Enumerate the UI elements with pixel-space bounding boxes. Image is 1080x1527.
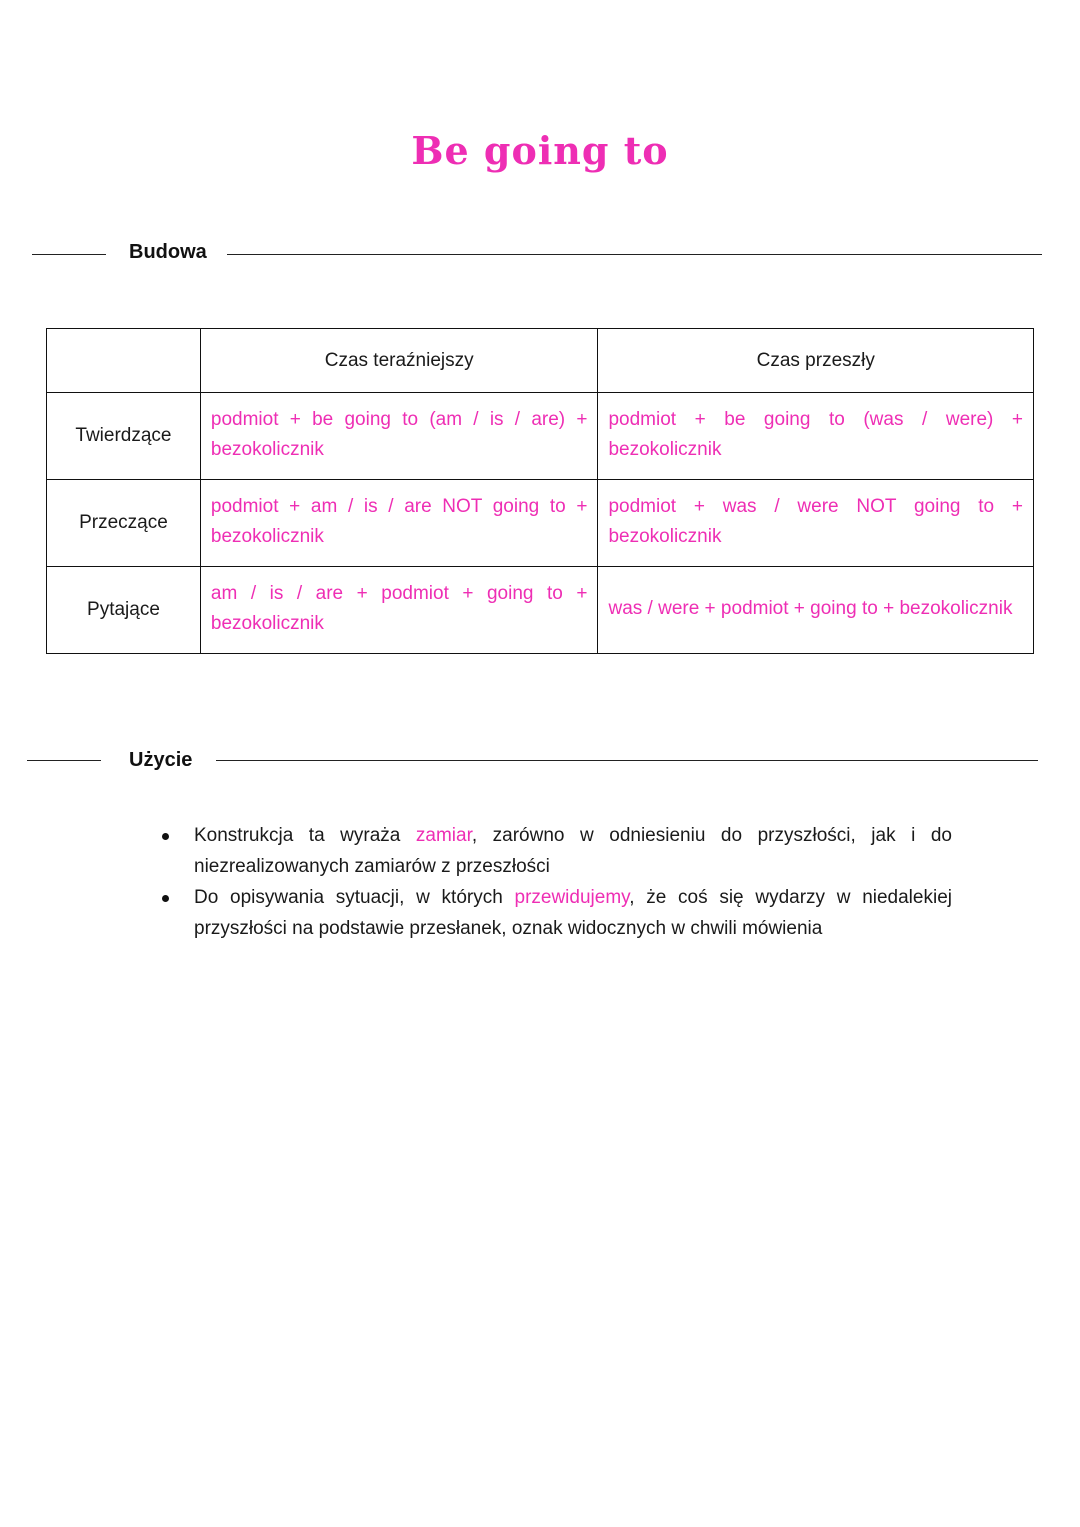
table-header-cell: Czas przeszły bbox=[598, 329, 1034, 393]
table-row bbox=[47, 393, 1034, 480]
table-cell-present: am / is / are + podmiot + going to + bezokolicznik bbox=[200, 567, 598, 654]
table-cell-present: podmiot + be going to (am / is / are) + bezokolicznik bbox=[200, 393, 598, 480]
usage-text: Konstrukcja ta wyraża bbox=[194, 825, 416, 846]
list-item bbox=[160, 882, 952, 944]
table-header-cell: Czas teraźniejszy bbox=[200, 329, 598, 393]
highlight-term: zamiar bbox=[415, 825, 472, 846]
section-title-usage: Użycie bbox=[129, 749, 193, 771]
usage-text: , zarówno w odniesieniu do przyszłości, jak i do niezrealizowanych zamiarów z przeszłości bbox=[194, 825, 952, 877]
table-row bbox=[47, 480, 1034, 567]
divider bbox=[32, 254, 106, 255]
list-item bbox=[160, 820, 952, 882]
usage-text: Do opisywania sytuacji, w których bbox=[194, 887, 515, 908]
section-header-usage bbox=[0, 746, 1080, 776]
bullet-icon bbox=[162, 895, 169, 902]
divider bbox=[216, 760, 1038, 761]
divider bbox=[27, 760, 101, 761]
usage-text: , że coś się wydarzy w niedalekiej przyszłości na podstawie przesłanek, oznak widocznych w chwili mówienia bbox=[194, 887, 952, 939]
table-header-cell bbox=[47, 329, 201, 393]
row-label: Przeczące bbox=[47, 480, 201, 567]
section-title-structure: Budowa bbox=[129, 241, 207, 263]
section-header-structure bbox=[0, 238, 1080, 268]
divider bbox=[227, 254, 1042, 255]
table-header-row bbox=[47, 329, 1034, 393]
table-cell-present: podmiot + am / is / are NOT going to + bezokolicznik bbox=[200, 480, 598, 567]
row-label: Pytające bbox=[47, 567, 201, 654]
table-cell-past: podmiot + was / were NOT going to + bezokolicznik bbox=[598, 480, 1034, 567]
row-label: Twierdzące bbox=[47, 393, 201, 480]
table-cell-past: was / were + podmiot + going to + bezokolicznik bbox=[598, 567, 1034, 654]
bullet-icon bbox=[162, 833, 169, 840]
table-cell-past: podmiot + be going to (was / were) + bezokolicznik bbox=[598, 393, 1034, 480]
grammar-table bbox=[46, 328, 1034, 654]
page-title: Be going to bbox=[411, 128, 669, 173]
usage-list bbox=[160, 820, 952, 944]
highlight-term: przewidujemy bbox=[514, 887, 630, 908]
table-row bbox=[47, 567, 1034, 654]
